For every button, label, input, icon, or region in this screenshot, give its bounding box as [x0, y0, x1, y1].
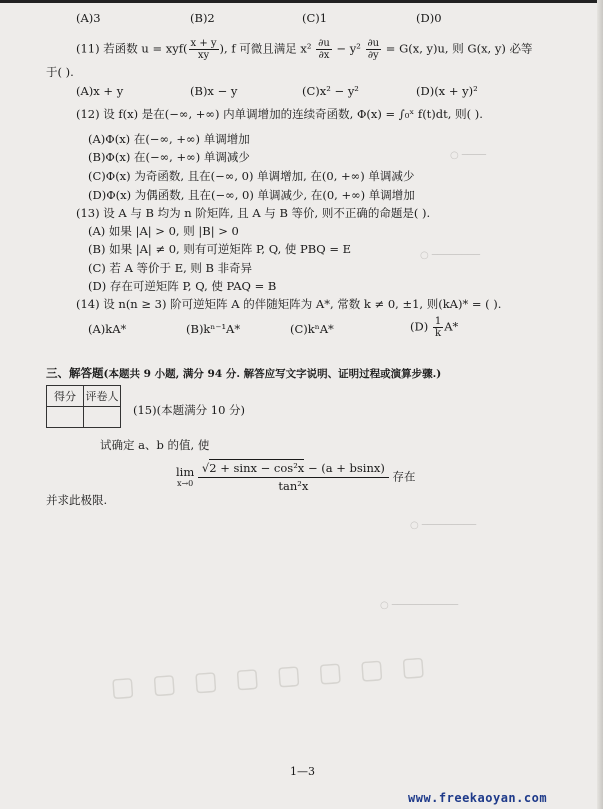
q10-option-d: (D)0 [416, 11, 442, 25]
q14-option-a: (A)kA* [88, 322, 127, 336]
score-cell[interactable] [47, 407, 84, 428]
q11-stem-line2: 于( ). [46, 65, 74, 79]
q11-partial-x: $\frac{\partial u}{\partial x}$ [318, 38, 330, 61]
q11-option-b: (B)x − y [190, 84, 238, 98]
q13-option-a: (A) 如果 |A| > 0, 则 |B| > 0 [88, 224, 239, 238]
q15-final: 并求此极限. [46, 493, 108, 507]
sqrt-radicand: 2 + sinx − cos²x [209, 461, 305, 475]
q12-option-a: (A)Φ(x) 在(−∞, +∞) 单调增加 [88, 132, 250, 146]
score-table [46, 385, 121, 428]
q13-stem: (13) 设 A 与 B 均为 n 阶矩阵, 且 A 与 B 等价, 则不正确的命题是( ). [76, 206, 431, 220]
q12-option-b: (B)Φ(x) 在(−∞, +∞) 单调减少 [88, 150, 250, 164]
footer-url[interactable]: www.freekaoyan.com [408, 791, 548, 805]
limit-exists-text: 存在 [388, 469, 416, 484]
q11-option-c: (C)x² − y² [302, 84, 359, 98]
grader-cell[interactable] [84, 407, 121, 428]
bleed-through-text: ○ ─────────── [380, 600, 459, 611]
q12-option-c: (C)Φ(x) 为奇函数, 且在(−∞, 0) 单调增加, 在(0, +∞) 单调减少 [88, 169, 415, 183]
q14-option-d: (D) $\frac{1}{k}$ A* [410, 316, 459, 339]
q15-prompt: 试确定 a、b 的值, 使 [100, 438, 210, 452]
q14-option-b: (B)kⁿ⁻¹A* [186, 322, 241, 336]
q13-option-b: (B) 如果 |A| ≠ 0, 则有可逆矩阵 P, Q, 使 PBQ = E [88, 242, 352, 256]
page-number: 1—3 [290, 765, 315, 778]
q15-limit-expression [176, 460, 416, 495]
section-3-heading: 三、解答题(本题共 9 小题, 满分 94 分. 解答应写文字说明、证明过程或演算步骤.) [46, 366, 442, 380]
q10-option-b: (B)2 [190, 11, 215, 25]
score-label: 得分 [47, 386, 84, 407]
q13-option-d: (D) 存在可逆矩阵 P, Q, 使 PAQ = B [88, 279, 277, 293]
q14-stem: (14) 设 n(n ≥ 3) 阶可逆矩阵 A 的伴随矩阵为 A*, 常数 k ≠ 0, ±1, 则(kA)* = ( ). [76, 297, 502, 311]
q10-option-c: (C)1 [302, 11, 328, 25]
q12-stem: (12) 设 f(x) 是在(−∞, +∞) 内单调增加的连续奇函数, Φ(x) = ∫₀ˣ f(t)dt, 则( ). [76, 107, 483, 121]
q14-option-c: (C)kⁿA* [290, 322, 334, 336]
q13-option-c: (C) 若 A 等价于 E, 则 B 非奇异 [88, 261, 253, 275]
q12-option-d: (D)Φ(x) 为偶函数, 且在(−∞, 0) 单调减少, 在(0, +∞) 单调增加 [88, 188, 415, 202]
bleed-through-banner: ▢ ▢ ▢ ▢ ▢ ▢ ▢ ▢ [109, 650, 431, 704]
q10-option-a: (A)3 [76, 11, 101, 25]
sqrt-sign: √ [201, 461, 210, 475]
limit-operator: lim x→0 [176, 464, 195, 488]
page-edge-shadow [597, 0, 603, 809]
q14-option-d-fraction: $\frac{1}{k}$ [434, 316, 442, 339]
q11-option-d: (D)(x + y)² [416, 84, 478, 98]
top-border [0, 0, 603, 3]
q11-stem: (11) 若函数 u = xyf( $\frac{x + y}{xy}$ ), f 可微且满足 x² $\frac{\partial u}{\partial x}$ − y² $\frac{\partial u}{\partial y}$ = G(x, y)u, 则 G(x, y) 必等 [76, 38, 533, 61]
q15-title: (15)(本题满分 10 分) [133, 403, 246, 417]
grader-label: 评卷人 [84, 386, 121, 407]
bleed-through-text: ○ ──── [450, 150, 486, 161]
bleed-through-text: ○ ───────── [410, 520, 477, 531]
bleed-through-text: ○ ──────── [420, 250, 481, 261]
limit-fraction: $\frac{\text{√2 + sinx − cos²x − (a + bsinx)}}{\text{tan²x}}$ [198, 460, 389, 495]
q11-partial-y: $\frac{\partial u}{\partial y}$ [367, 38, 380, 61]
q11-fraction: $\frac{x + y}{xy}$ [190, 38, 217, 61]
q11-option-a: (A)x + y [76, 84, 124, 98]
